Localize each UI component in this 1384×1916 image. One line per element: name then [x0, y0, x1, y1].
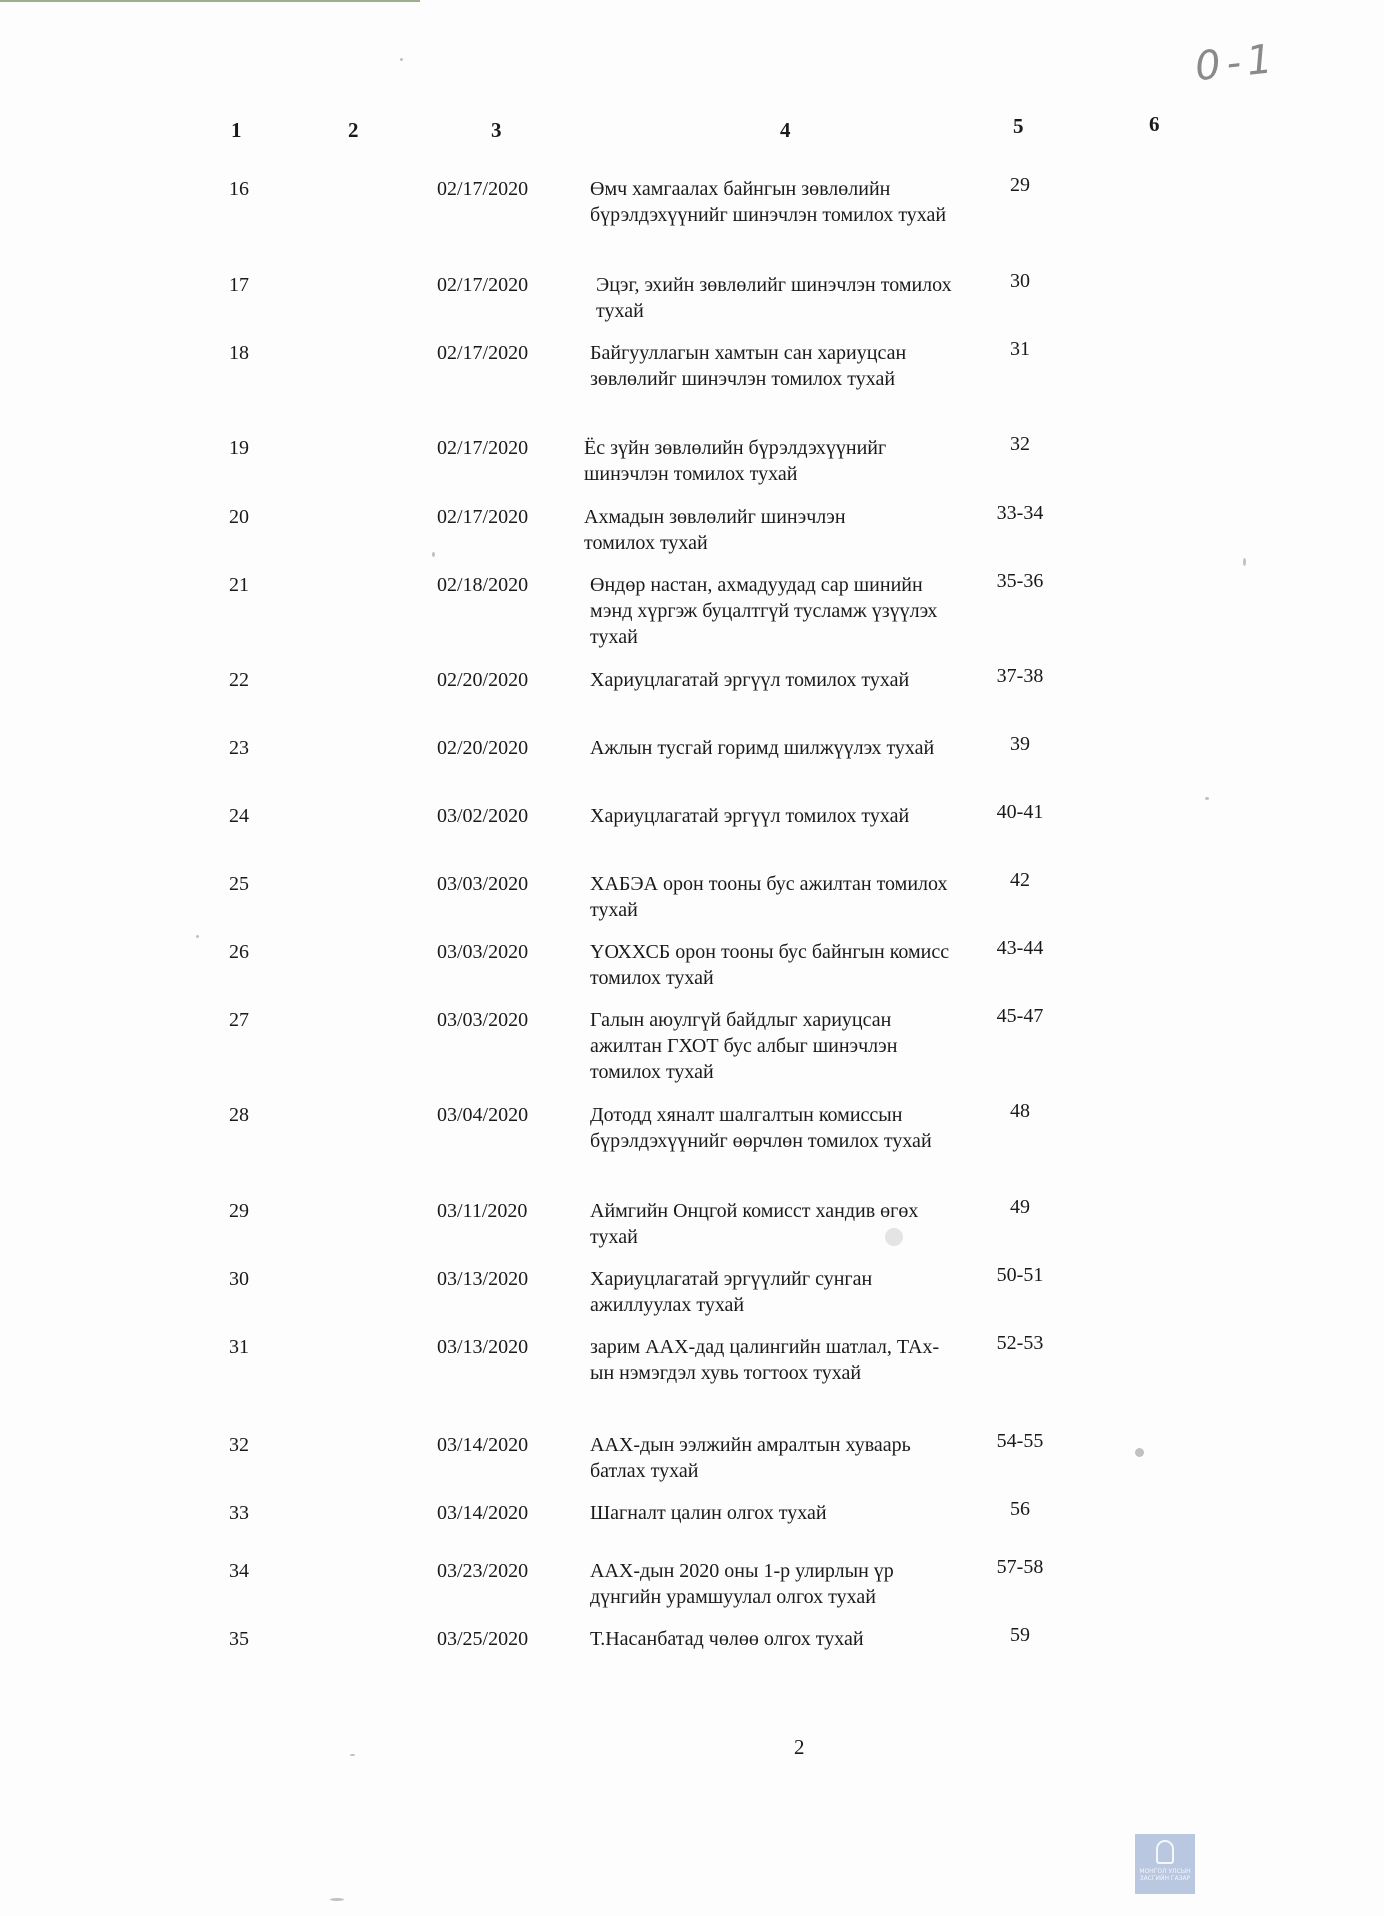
- row-pages: 48: [1010, 1100, 1030, 1122]
- row-number: 21: [229, 574, 249, 596]
- scan-speck: [1135, 1448, 1144, 1457]
- scan-speck: [330, 1898, 344, 1901]
- row-date: 03/14/2020: [437, 1434, 529, 1456]
- row-title: Галын аюулгүй байдлыг хариуцсан ажилтан ГХОТ бус албыг шинэчлэн томилох тухай: [590, 1009, 898, 1083]
- row-date: 03/25/2020: [437, 1628, 529, 1650]
- row-title: Дотодд хяналт шалгалтын комиссын бүрэлдэхүүнийг өөрчлөн томилох тухай: [590, 1104, 932, 1152]
- soyombo-icon: [1156, 1840, 1174, 1864]
- column-header-1: 1: [231, 118, 242, 142]
- row-number: 33: [229, 1502, 249, 1524]
- scan-speck: [196, 935, 199, 938]
- column-header-5: 5: [1013, 114, 1024, 138]
- row-pages: 52-53: [996, 1332, 1044, 1354]
- row-title: Хариуцлагатай эргүүлийг сунган ажиллуулах тухай: [590, 1268, 873, 1316]
- row-number: 24: [229, 805, 249, 827]
- row-date: 02/17/2020: [437, 506, 529, 528]
- row-number: 23: [229, 737, 249, 759]
- row-title: Ажлын тусгай горимд шилжүүлэх тухай: [590, 737, 935, 759]
- row-pages: 39: [1010, 733, 1030, 755]
- row-title: Өмч хамгаалах байнгын зөвлөлийн бүрэлдэхүүнийг шинэчлэн томилох тухай: [590, 178, 947, 226]
- row-date: 03/14/2020: [437, 1502, 529, 1524]
- row-number: 35: [229, 1628, 249, 1650]
- scan-speck: [400, 58, 403, 61]
- row-date: 03/02/2020: [437, 805, 529, 827]
- row-title: зарим ААХ-дад цалингийн шатлал, ТАх-ын нэмэгдэл хувь тогтоох тухай: [590, 1336, 940, 1384]
- row-pages: 45-47: [996, 1005, 1044, 1027]
- row-number: 19: [229, 437, 249, 459]
- row-date: 02/17/2020: [437, 274, 529, 296]
- row-date: 02/20/2020: [437, 737, 529, 759]
- row-title: Ахмадын зөвлөлийг шинэчлэн томилох тухай: [584, 506, 846, 554]
- scan-speck: [885, 1228, 903, 1246]
- row-number: 29: [229, 1200, 249, 1222]
- row-date: 03/13/2020: [437, 1336, 529, 1358]
- row-date: 03/04/2020: [437, 1104, 529, 1126]
- row-number: 20: [229, 506, 249, 528]
- row-date: 03/03/2020: [437, 941, 529, 963]
- scan-speck: [432, 552, 435, 557]
- row-title: Аймгийн Онцгой комисст хандив өгөх тухай: [590, 1200, 919, 1248]
- row-date: 02/20/2020: [437, 669, 529, 691]
- row-pages: 29: [1010, 174, 1030, 196]
- row-title: Хариуцлагатай эргүүл томилох тухай: [590, 669, 910, 691]
- row-number: 16: [229, 178, 249, 200]
- row-pages: 33-34: [996, 502, 1044, 524]
- row-title: ҮОХХСБ орон тооны бус байнгын комисс томилох тухай: [590, 941, 950, 989]
- scan-speck: [1243, 558, 1246, 566]
- row-number: 17: [229, 274, 249, 296]
- row-title: ХАБЭА орон тооны бус ажилтан томилох тухай: [590, 873, 948, 921]
- row-title: Т.Насанбатад чөлөө олгох тухай: [590, 1628, 864, 1650]
- row-pages: 56: [1010, 1498, 1030, 1520]
- row-number: 18: [229, 342, 249, 364]
- scan-speck: [1205, 797, 1209, 800]
- row-title: ААХ-дын ээлжийн амралтын хуваарь батлах тухай: [590, 1434, 911, 1482]
- row-title: Байгууллагын хамтын сан хариуцсан зөвлөлийг шинэчлэн томилох тухай: [590, 342, 907, 390]
- row-number: 32: [229, 1434, 249, 1456]
- row-title: Өндөр настан, ахмадуудад сар шинийн мэнд хүргэж буцалтгүй тусламж үзүүлэх тухай: [590, 574, 938, 648]
- row-number: 31: [229, 1336, 249, 1358]
- column-header-4: 4: [780, 118, 791, 142]
- row-pages: 54-55: [996, 1430, 1044, 1452]
- row-title: Ёс зүйн зөвлөлийн бүрэлдэхүүнийг шинэчлэн томилох тухай: [584, 437, 887, 485]
- row-pages: 57-58: [996, 1556, 1044, 1578]
- row-date: 02/17/2020: [437, 342, 529, 364]
- row-pages: 35-36: [996, 570, 1044, 592]
- row-date: 03/03/2020: [437, 1009, 529, 1031]
- row-pages: 42: [1010, 869, 1030, 891]
- row-pages: 32: [1010, 433, 1030, 455]
- row-pages: 50-51: [996, 1264, 1044, 1286]
- handwritten-corner-mark: 0-1: [1192, 35, 1281, 91]
- logo-text: МОНГОЛ УЛСЫН ЗАСГИЙН ГАЗАР: [1139, 1868, 1191, 1882]
- row-date: 02/17/2020: [437, 178, 529, 200]
- row-number: 30: [229, 1268, 249, 1290]
- row-title: Хариуцлагатай эргүүл томилох тухай: [590, 805, 910, 827]
- row-title: Шагналт цалин олгох тухай: [590, 1502, 827, 1524]
- row-number: 28: [229, 1104, 249, 1126]
- row-pages: 43-44: [996, 937, 1044, 959]
- scan-speck: [350, 1754, 355, 1756]
- row-number: 27: [229, 1009, 249, 1031]
- row-pages: 49: [1010, 1196, 1030, 1218]
- row-number: 25: [229, 873, 249, 895]
- row-title: Эцэг, эхийн зөвлөлийг шинэчлэн томилох тухай: [596, 274, 952, 322]
- page-number: 2: [794, 1735, 805, 1759]
- government-logo: [1135, 1834, 1195, 1894]
- row-date: 03/11/2020: [437, 1200, 528, 1222]
- row-number: 26: [229, 941, 249, 963]
- row-number: 34: [229, 1560, 249, 1582]
- row-number: 22: [229, 669, 249, 691]
- row-pages: 31: [1010, 338, 1030, 360]
- row-pages: 30: [1010, 270, 1030, 292]
- row-pages: 37-38: [996, 665, 1044, 687]
- column-header-6: 6: [1149, 112, 1160, 136]
- row-date: 03/13/2020: [437, 1268, 529, 1290]
- row-title: ААХ-дын 2020 оны 1-р улирлын үр дүнгийн урамшуулал олгох тухай: [590, 1560, 894, 1608]
- row-date: 03/23/2020: [437, 1560, 529, 1582]
- column-header-3: 3: [491, 118, 502, 142]
- row-date: 03/03/2020: [437, 873, 529, 895]
- column-header-2: 2: [348, 118, 359, 142]
- row-pages: 59: [1010, 1624, 1030, 1646]
- row-date: 02/17/2020: [437, 437, 529, 459]
- row-date: 02/18/2020: [437, 574, 529, 596]
- row-pages: 40-41: [996, 801, 1044, 823]
